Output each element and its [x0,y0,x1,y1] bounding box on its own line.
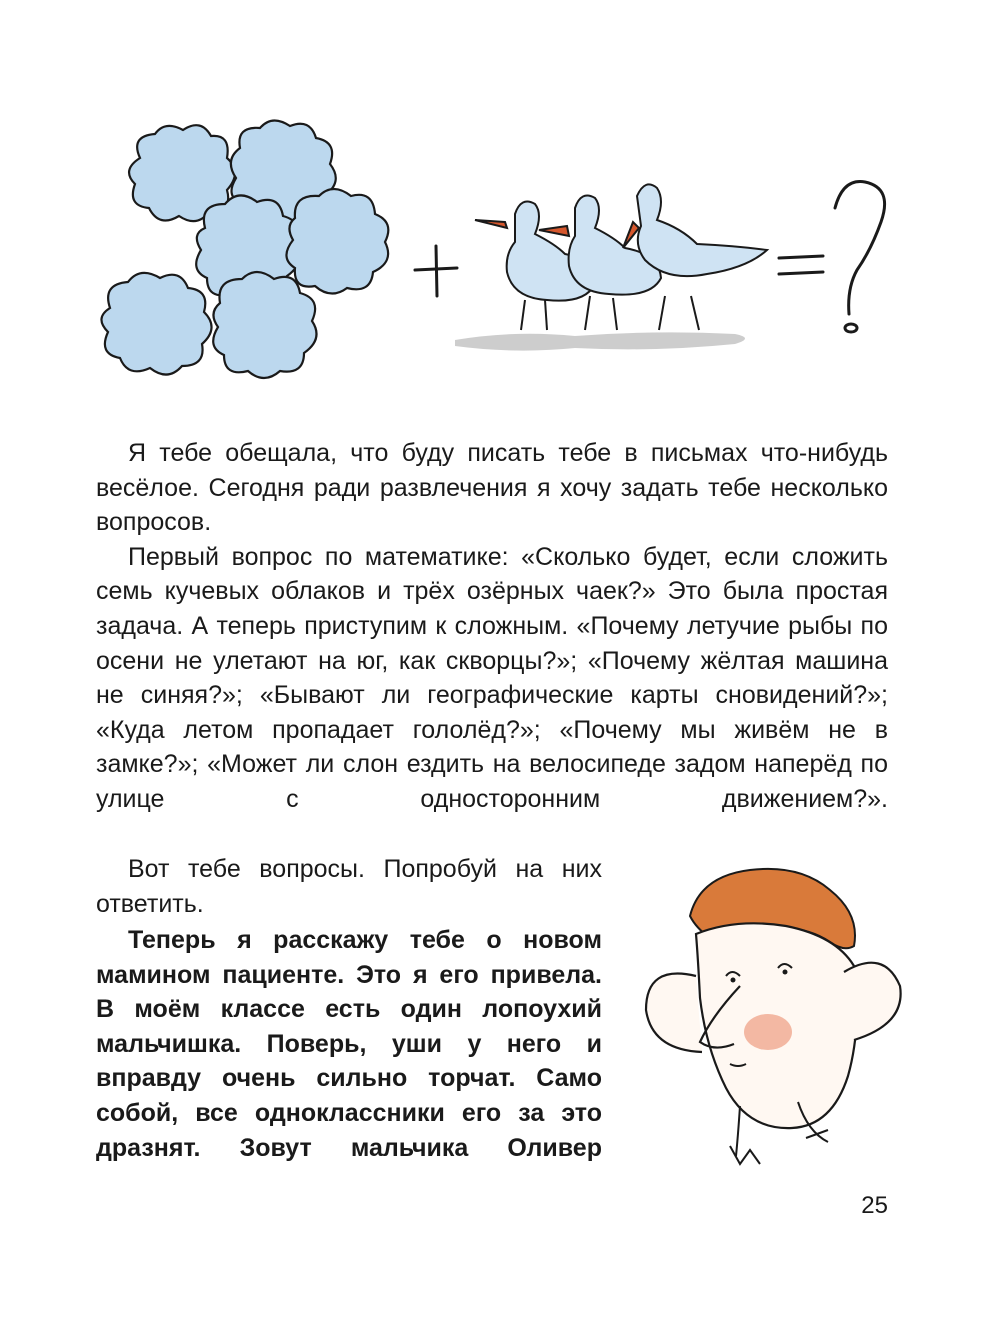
math-illustration [85,118,905,398]
right-ear [844,963,901,1040]
paragraph-3: Вот тебе вопросы. Попробуй на них ответить. [96,855,602,918]
paragraph-4: Теперь я расскажу тебе о новом мамином пациенте. Это я его привела. В моём классе есть один лопоухий мальчишка. Поверь, уши у него и вправду очень сильно торчат. Само собой, все одноклассники его за это дразнят. Зовут мальчика Оливер [96,926,602,1162]
cloud-icon [101,273,211,375]
paragraph-2: Первый вопрос по математике: «Сколько будет, если сложить семь кучевых облаков и трёх озёрных чаек?» Это была простая задача. А теперь приступим к сложным. «Почему летучие рыбы по осени не улетают на юг, как скворцы?»; «Почему жёлтая машина не синяя?»; «Бывают ли географические карты сновидений?»; «Куда летом пропадает гололёд?»; «Почему мы живём не в замке?»; «Может ли слон ездить на велосипеде задом наперёд по улице с односторонним движением?». [96,542,888,813]
question-mark [835,182,885,332]
equals-sign [779,256,823,274]
page-number: 25 [861,1192,888,1219]
left-ear [646,974,702,1052]
cloud-icon [286,189,388,294]
seagull-icon [623,184,767,330]
collar [730,1130,828,1164]
cloud-icon [213,272,316,378]
pupil [783,970,788,975]
clouds-illustration [101,120,388,378]
body-text-bold [96,923,602,1165]
seagulls-illustration [455,184,767,350]
cheek [744,1014,792,1050]
pupil [731,978,736,983]
plus-sign [415,246,457,296]
body-text [96,436,888,817]
boy-portrait [630,856,910,1176]
paragraph-1: Я тебе обещала, что буду писать тебе в письмах что-нибудь весёлое. Сегодня ради развлечения я хочу задать тебе несколько вопросов. [96,439,888,537]
ground-shadow [455,332,745,350]
body-text-narrow [96,852,602,921]
